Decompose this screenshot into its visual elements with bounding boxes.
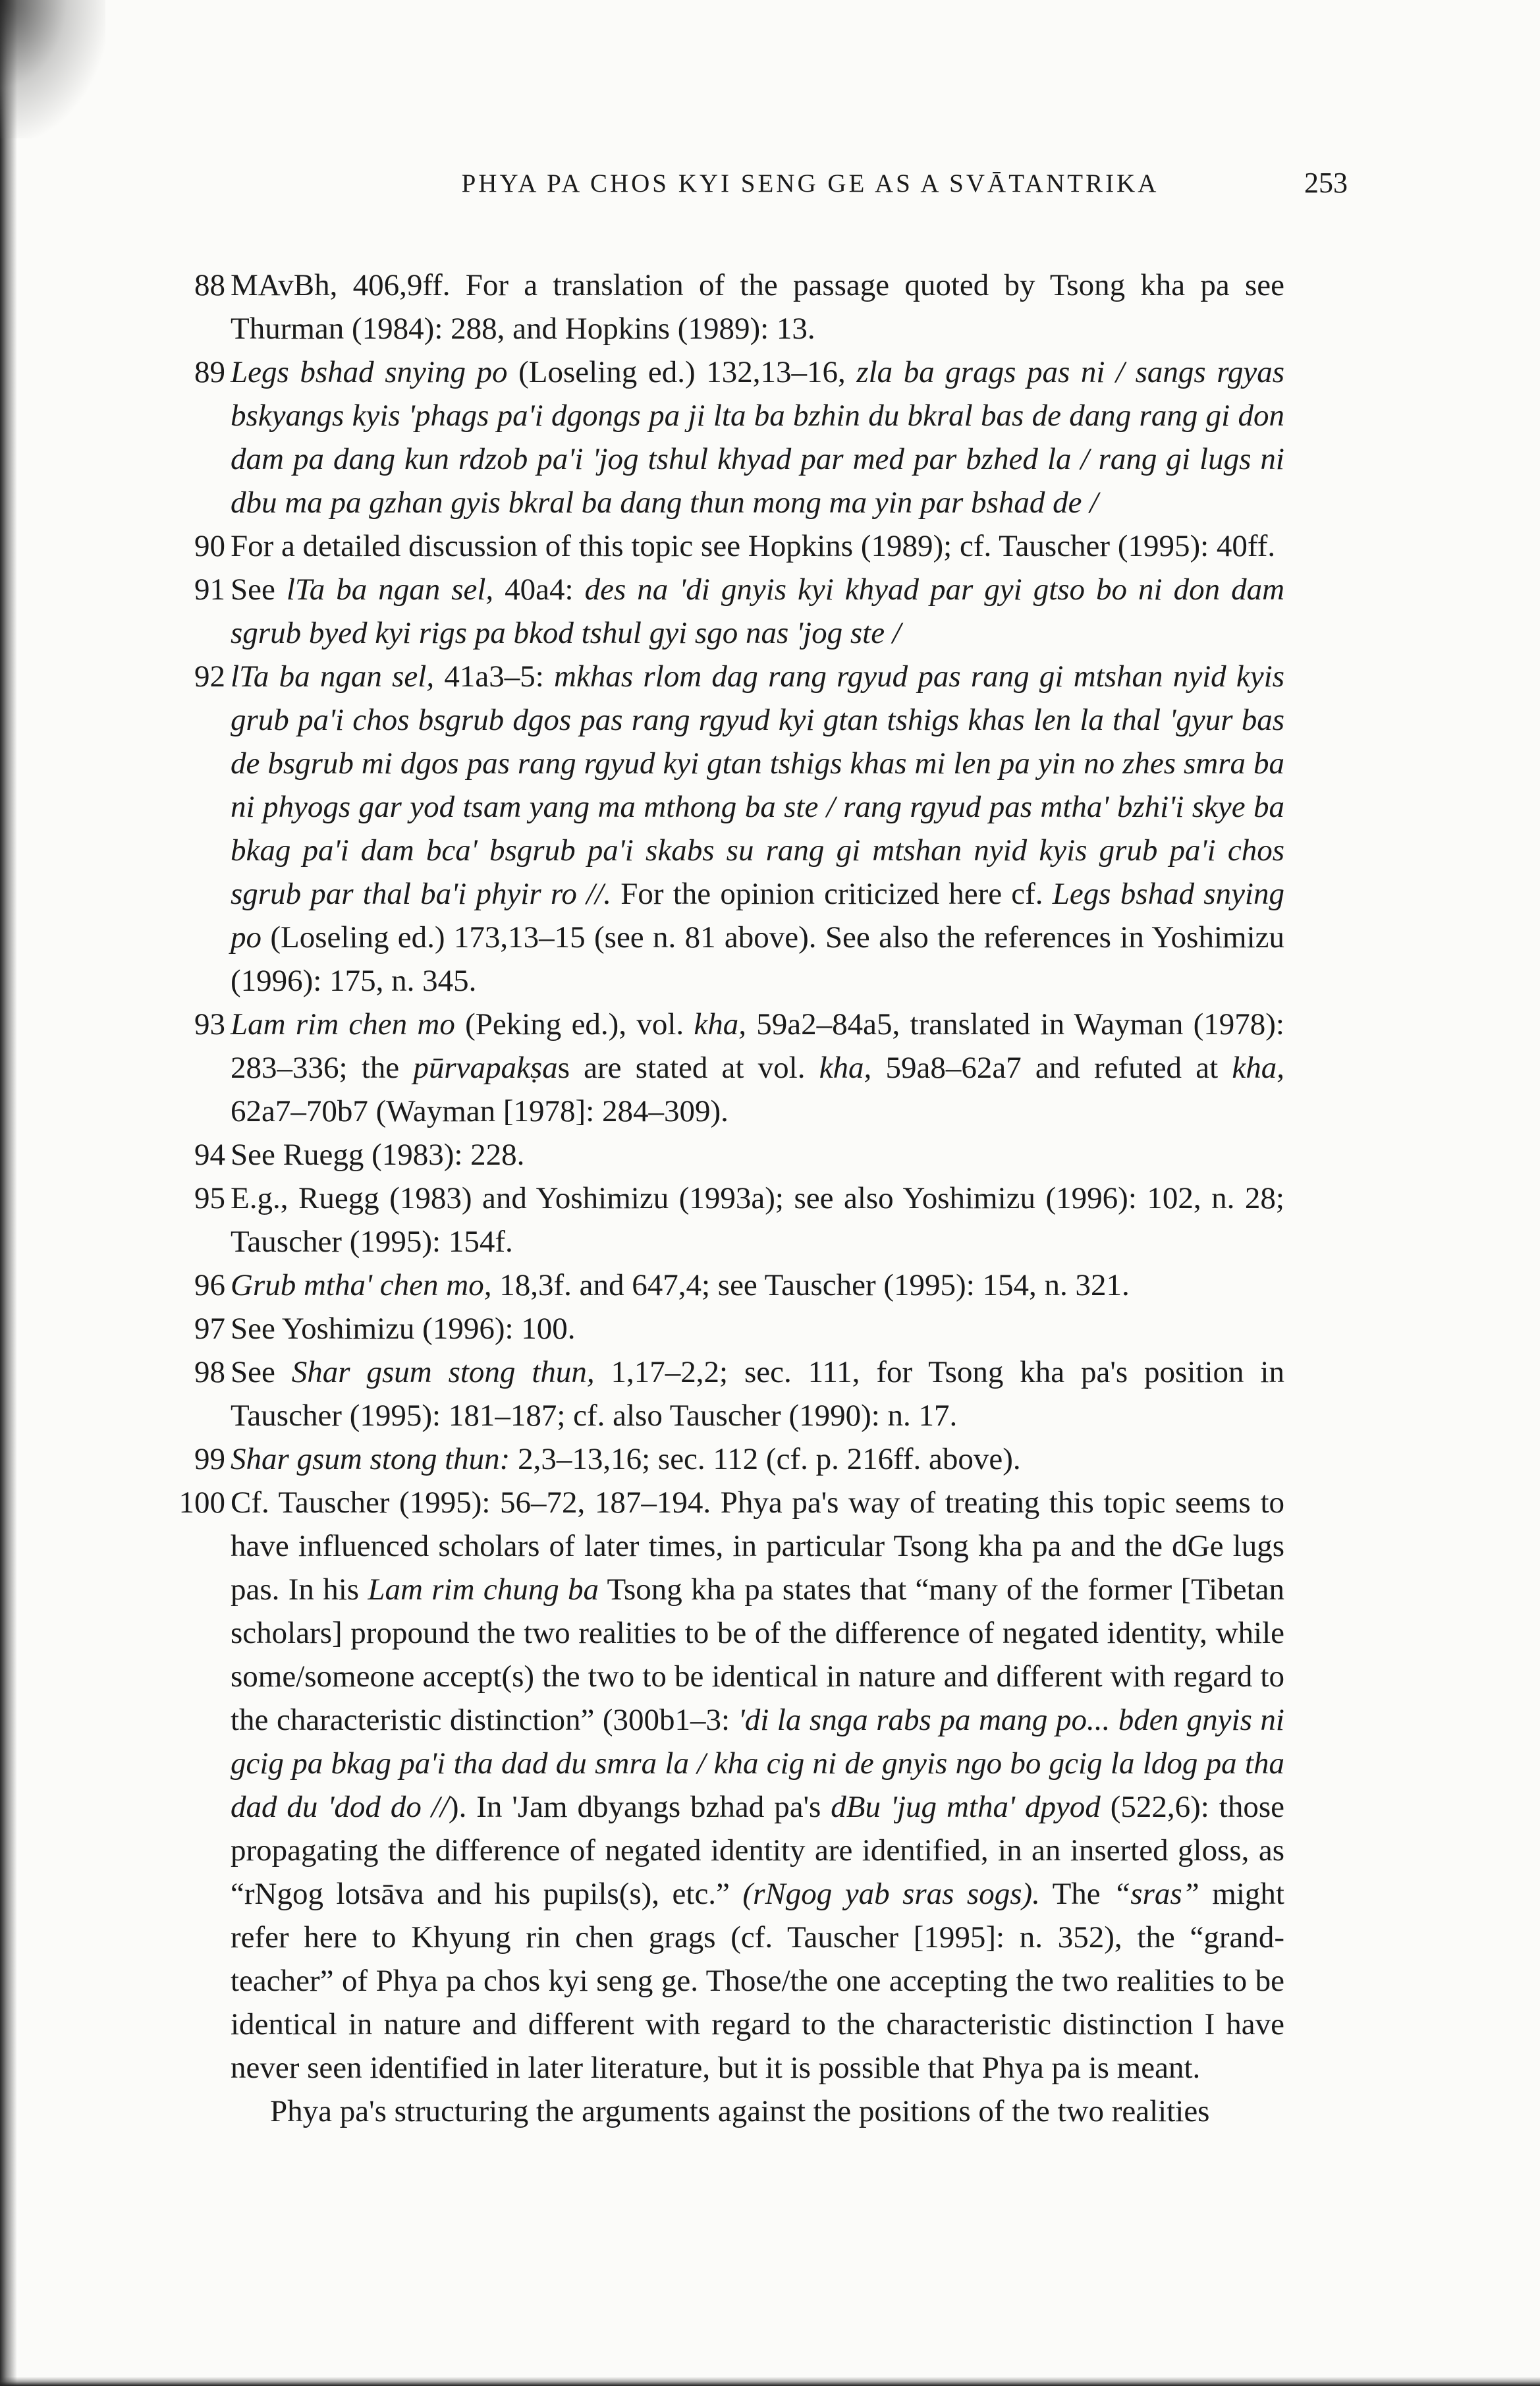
footnote-number: 91	[194, 572, 225, 607]
text-segment: (522,6): those propagating the difference of negated identity are identified, in an inserted gloss, as “rNgog lotsāva and his pupils(s), etc.”	[231, 1790, 1285, 1911]
text-segment: MAvBh, 406,9ff. For a translation of the passage quoted by Tsong kha pa see Thurman (1984): 288, and Hopkins (1989): 13.	[231, 268, 1284, 346]
text-segment: See Yoshimizu (1996): 100.	[231, 1312, 576, 1346]
footnote-text	[231, 1312, 576, 1346]
footnote	[165, 1350, 1284, 1437]
footnote	[165, 1437, 1284, 1481]
text-segment: See	[231, 1355, 292, 1389]
continuation-paragraph: Phya pa's structuring the arguments against the positions of the two realities	[270, 2094, 1210, 2128]
page-number: 253	[1304, 167, 1348, 199]
italic-segment: Legs bshad snying po	[231, 355, 508, 389]
footnote-number: 96	[194, 1268, 225, 1302]
footnote-text	[231, 1355, 1284, 1433]
footnote	[165, 524, 1284, 568]
text-segment: might refer here to Khyung rin chen grags (cf. Tauscher [1995]: n. 352), the “grand-teacher” of Phya pa chos kyi seng ge. Those/the one accepting the two realities to be identical in nature and different with regard to the characteristic distinction I have never seen identified in later literature, but it is possible that Phya pa is meant.	[231, 1877, 1284, 2085]
footnote-text	[231, 1268, 1130, 1302]
scan-corner-shadow	[0, 0, 105, 138]
italic-segment: kha,	[694, 1007, 747, 1041]
text-segment: 2,3–13,16; sec. 112 (cf. p. 216ff. above).	[510, 1442, 1021, 1476]
text-segment: (Loseling ed.) 132,13–16,	[507, 355, 857, 389]
footnote	[165, 1177, 1284, 1263]
text-segment: 41a3–5:	[434, 659, 555, 694]
text-segment: The	[1039, 1877, 1114, 1911]
footnote-text	[231, 1138, 524, 1172]
footnote-text	[231, 529, 1275, 563]
italic-segment: zla ba grags pas ni / sangs rgyas bskyangs kyis 'phags pa'i dgongs pa ji lta ba bzhin du bkral bas de dang rang gi don dam pa dang kun rdzob pa'i 'jog tshul khyad par med par bzhed la / rang gi lugs ni dbu ma pa gzhan gyis bkral ba dang thun mong ma yin par bshad de /	[231, 355, 1284, 520]
text-segment: ). In 'Jam dbyangs bzhad pa's	[448, 1790, 831, 1824]
italic-segment: pūrvapakṣa	[413, 1051, 558, 1085]
scan-edge-shadow	[0, 0, 17, 2386]
footnote	[165, 568, 1284, 655]
footnote	[165, 1307, 1284, 1350]
italic-segment: lTa ba ngan sel,	[286, 572, 494, 607]
italic-segment: mkhas rlom dag rang rgyud pas rang gi mtshan nyid kyis grub pa'i chos bsgrub dgos pas rang rgyud kyi gtan tshigs khas len la thal 'gyur bas de bsgrub mi dgos pas rang rgyud kyi gtan tshigs khas mi len pa yin no zhes smra ba ni phyogs gar yod tsam yang ma mthong ba ste / rang rgyud pas mtha' bzhi'i skye ba bkag pa'i dam bca' bsgrub pa'i skabs su rang gi mtshan nyid kyis grub pa'i chos sgrub par thal ba'i phyir ro //.	[231, 659, 1284, 911]
text-segment: 18,3f. and 647,4; see Tauscher (1995): 154, n. 321.	[491, 1268, 1130, 1302]
footnote-text	[231, 659, 1284, 998]
italic-segment: Shar gsum stong thun:	[231, 1442, 510, 1476]
text-segment: 1,17–2,2; sec. 111, for Tsong kha pa's position in Tauscher (1995): 181–187; cf. also Tauscher (1990): n. 17.	[231, 1355, 1284, 1433]
footnote-text	[231, 1442, 1021, 1476]
footnote-number: 100	[179, 1485, 225, 1520]
running-title: PHYA PA CHOS KYI SENG GE AS A SVĀTANTRIKA	[461, 169, 1159, 198]
footnote-number: 89	[194, 355, 225, 389]
italic-segment: Shar gsum stong thun,	[291, 1355, 595, 1389]
italic-segment: (rNgog yab sras sogs).	[742, 1877, 1040, 1911]
footnote-number: 98	[194, 1355, 225, 1389]
footnote	[165, 264, 1284, 350]
italic-segment: lTa ba ngan sel,	[231, 659, 435, 694]
footnote-number: 93	[194, 1007, 225, 1041]
footnote	[165, 1133, 1284, 1177]
text-segment: See Ruegg (1983): 228.	[231, 1138, 525, 1172]
italic-segment: dBu 'jug mtha' dpyod	[831, 1790, 1101, 1824]
footnote-number: 94	[194, 1138, 225, 1172]
footnote-number: 97	[194, 1312, 225, 1346]
text-segment: For a detailed discussion of this topic see Hopkins (1989); cf. Tauscher (1995): 40ff.	[231, 529, 1276, 563]
footnote-number: 88	[194, 268, 225, 302]
text-segment: 59a8–62a7 and refuted at	[871, 1051, 1232, 1085]
italic-segment: kha,	[819, 1051, 872, 1085]
italic-segment: Legs bshad snying po	[231, 877, 1284, 955]
text-segment: 40a4:	[493, 572, 585, 607]
footnote	[165, 1003, 1284, 1133]
text-segment: (Peking ed.), vol.	[454, 1007, 694, 1041]
text-segment: (Loseling ed.) 173,13–15 (see n. 81 above). See also the references in Yoshimizu (1996): 175, n. 345.	[231, 920, 1284, 998]
scan-bottom-shadow	[0, 2377, 1540, 2386]
text-segment: E.g., Ruegg (1983) and Yoshimizu (1993a); see also Yoshimizu (1996): 102, n. 28; Tauscher (1995): 154f.	[231, 1181, 1284, 1259]
italic-segment: kha,	[1232, 1051, 1284, 1085]
footnote-text	[231, 1007, 1284, 1128]
footnote-list	[165, 264, 1284, 2090]
footnote-number: 92	[194, 659, 225, 694]
footnote	[165, 350, 1284, 524]
italic-segment: Lam rim chen mo	[231, 1007, 455, 1041]
footnote-number: 99	[194, 1442, 225, 1476]
footnote	[165, 1481, 1284, 2090]
text-segment: s are stated at vol.	[557, 1051, 819, 1085]
italic-segment: Lam rim chung ba	[368, 1572, 599, 1607]
footnote-text	[231, 1485, 1284, 2085]
footnote-text	[231, 355, 1284, 520]
text-segment: Tsong kha pa states that “many of the former [Tibetan scholars] propound the two realities to be of the difference of negated identity, while some/someone accept(s) the two to be identical in nature and different with regard to the characteristic distinction” (300b1–3:	[231, 1572, 1284, 1737]
footnote-text	[231, 268, 1284, 346]
italic-segment: 'di la snga rabs pa mang po... bden gnyis ni gcig pa bkag pa'i tha dad du smra la / kha cig ni de gnyis ngo bo gcig la ldog pa tha dad du 'dod do //	[231, 1703, 1284, 1824]
footnote	[165, 1263, 1284, 1307]
italic-segment: des na 'di gnyis kyi khyad par gyi gtso bo ni don dam sgrub byed kyi rigs pa bkod tshul gyi sgo nas 'jog ste /	[231, 572, 1285, 650]
footnotes-block	[165, 264, 1284, 2133]
text-segment: 59a2–84a5, translated in Wayman (1978): 283–336; the	[231, 1007, 1284, 1085]
text-segment: See	[231, 572, 287, 607]
text-segment: Cf. Tauscher (1995): 56–72, 187–194. Phya pa's way of treating this topic seems to have influenced scholars of later times, in particular Tsong kha pa and the dGe lugs pas. In his	[231, 1485, 1284, 1607]
footnote-text	[231, 572, 1284, 650]
footnote	[165, 655, 1284, 1003]
italic-segment: Grub mtha' chen mo,	[231, 1268, 492, 1302]
footnote-number: 90	[194, 529, 225, 563]
text-segment: 62a7–70b7 (Wayman [1978]: 284–309).	[231, 1094, 729, 1128]
footnote-number: 95	[194, 1181, 225, 1215]
text-segment: For the opinion criticized here cf.	[611, 877, 1053, 911]
italic-segment: “sras”	[1113, 1877, 1199, 1911]
footnote-text	[231, 1181, 1284, 1259]
